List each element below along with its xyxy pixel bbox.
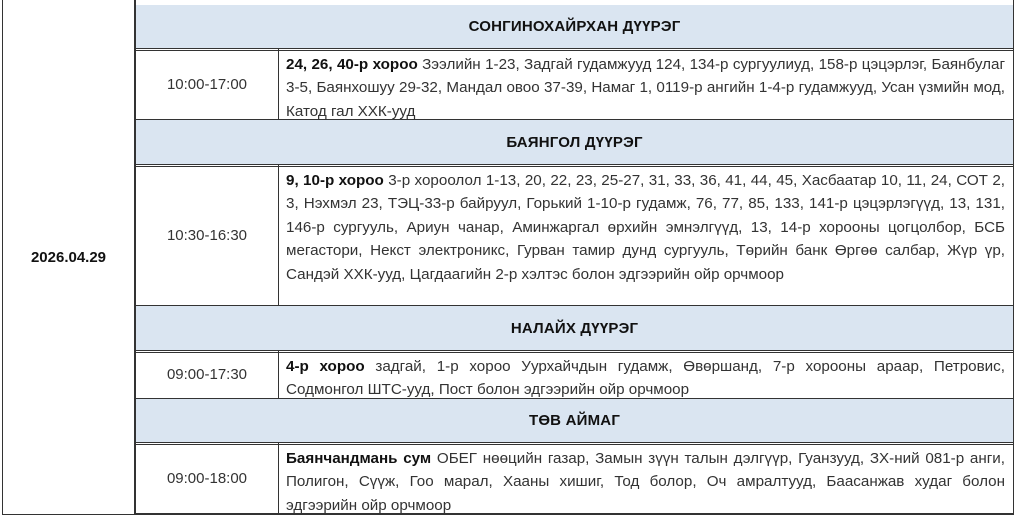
area-bold: Баянчандмань сум: [286, 450, 432, 467]
district-title: БАЯНГОЛ ДҮҮРЭГ: [506, 133, 643, 151]
schedule-row: [135, 443, 1014, 514]
time-cell: [136, 443, 279, 513]
time-range: 09:00-18:00: [166, 469, 248, 487]
district-title: ТӨВ АЙМАГ: [528, 412, 621, 429]
area-text: Зээлийн 1-23, Задгай гудамжууд 124, 134-р сургуулиуд, 158-р цэцэрлэг, Баянбулаг 3-5, Баянхошуу 29-32, Мандал овоо 37-39, Намаг 1, 0119-р ангийн 1-4-р гудамжууд, Усан үзмийн мод, Катод гал ХХК-ууд: [286, 56, 1005, 120]
time-range: 10:30-16:30: [166, 226, 248, 244]
schedule-row: [135, 49, 1014, 120]
district-title: СОНГИНОХАЙРХАН ДҮҮРЭГ: [468, 18, 681, 35]
district-header-songinokhairkhan: [135, 5, 1014, 49]
district-title: НАЛАЙХ ДҮҮРЭГ: [510, 319, 639, 337]
area-description: [286, 447, 1005, 517]
schedule-row: [135, 165, 1014, 306]
time-range: 09:00-17:30: [166, 366, 248, 383]
time-cell: [136, 165, 279, 305]
date-label: 2026.04.29: [30, 248, 107, 266]
table-bottom-border: [2, 514, 1014, 515]
district-header-bayangol: [135, 120, 1014, 165]
district-header-nalaikh: [135, 306, 1014, 351]
area-description: [286, 355, 1005, 402]
area-bold: 24, 26, 40-р хороо: [286, 56, 418, 73]
area-text: 3-р хороолол 1-13, 20, 22, 23, 25-27, 31, 33, 36, 41, 44, 45, Хасбаатар 10, 11, 24, СОТ 2, 3, Нэхмэл 23, ТЭЦ-33-р байруул, Горький 1-10-р гудамж, 76, 77, 85, 133, 141-р цэцэрлэгүүд, 13, 131, 146-р сургууль, Ариун чанар, Аминжаргал өрхийн эмнэлгүүд, 13, 14-р хорооны цогцолбор, БСБ мегастори, Некст электроникс, Гурван тамир дунд сургууль, Төрийн банк Өргөө салбар, Жүр үр, Сандэй ХХК-ууд, Цагдаагийн 2-р хэлтэс болон эдгээрийн ойр орчмоор: [286, 172, 1005, 283]
area-bold: 9, 10-р хороо: [286, 172, 384, 189]
area-text: задгай, 1-р хороо Уурхайчдын гудамж, Өвөршанд, 7-р хорооны араар, Петровис, Содмонгол ШТС-ууд, Пост болон эдгээрийн ойр орчмоор: [286, 358, 1005, 399]
date-cell: [2, 0, 135, 514]
schedule-row: [135, 351, 1014, 399]
area-bold: 4-р хороо: [286, 358, 365, 375]
time-range: 10:00-17:00: [166, 75, 248, 93]
time-cell: [136, 351, 279, 398]
area-description: [286, 53, 1005, 123]
time-cell: [136, 49, 279, 119]
area-text: ОБЕГ нөөцийн газар, Замын зүүн талын дэлгүүр, Гуанзууд, ЗХ-ний 081-р анги, Полигон, Сүүж, Гоо марал, Хааны хишиг, Тод болор, Оч амралтууд, Баасанжав худаг болон эдгээрийн ойр орчмоор: [286, 450, 1005, 514]
outage-schedule-table: [2, 0, 1014, 516]
district-header-tov-aimag: [135, 399, 1014, 443]
area-description: [286, 169, 1005, 286]
